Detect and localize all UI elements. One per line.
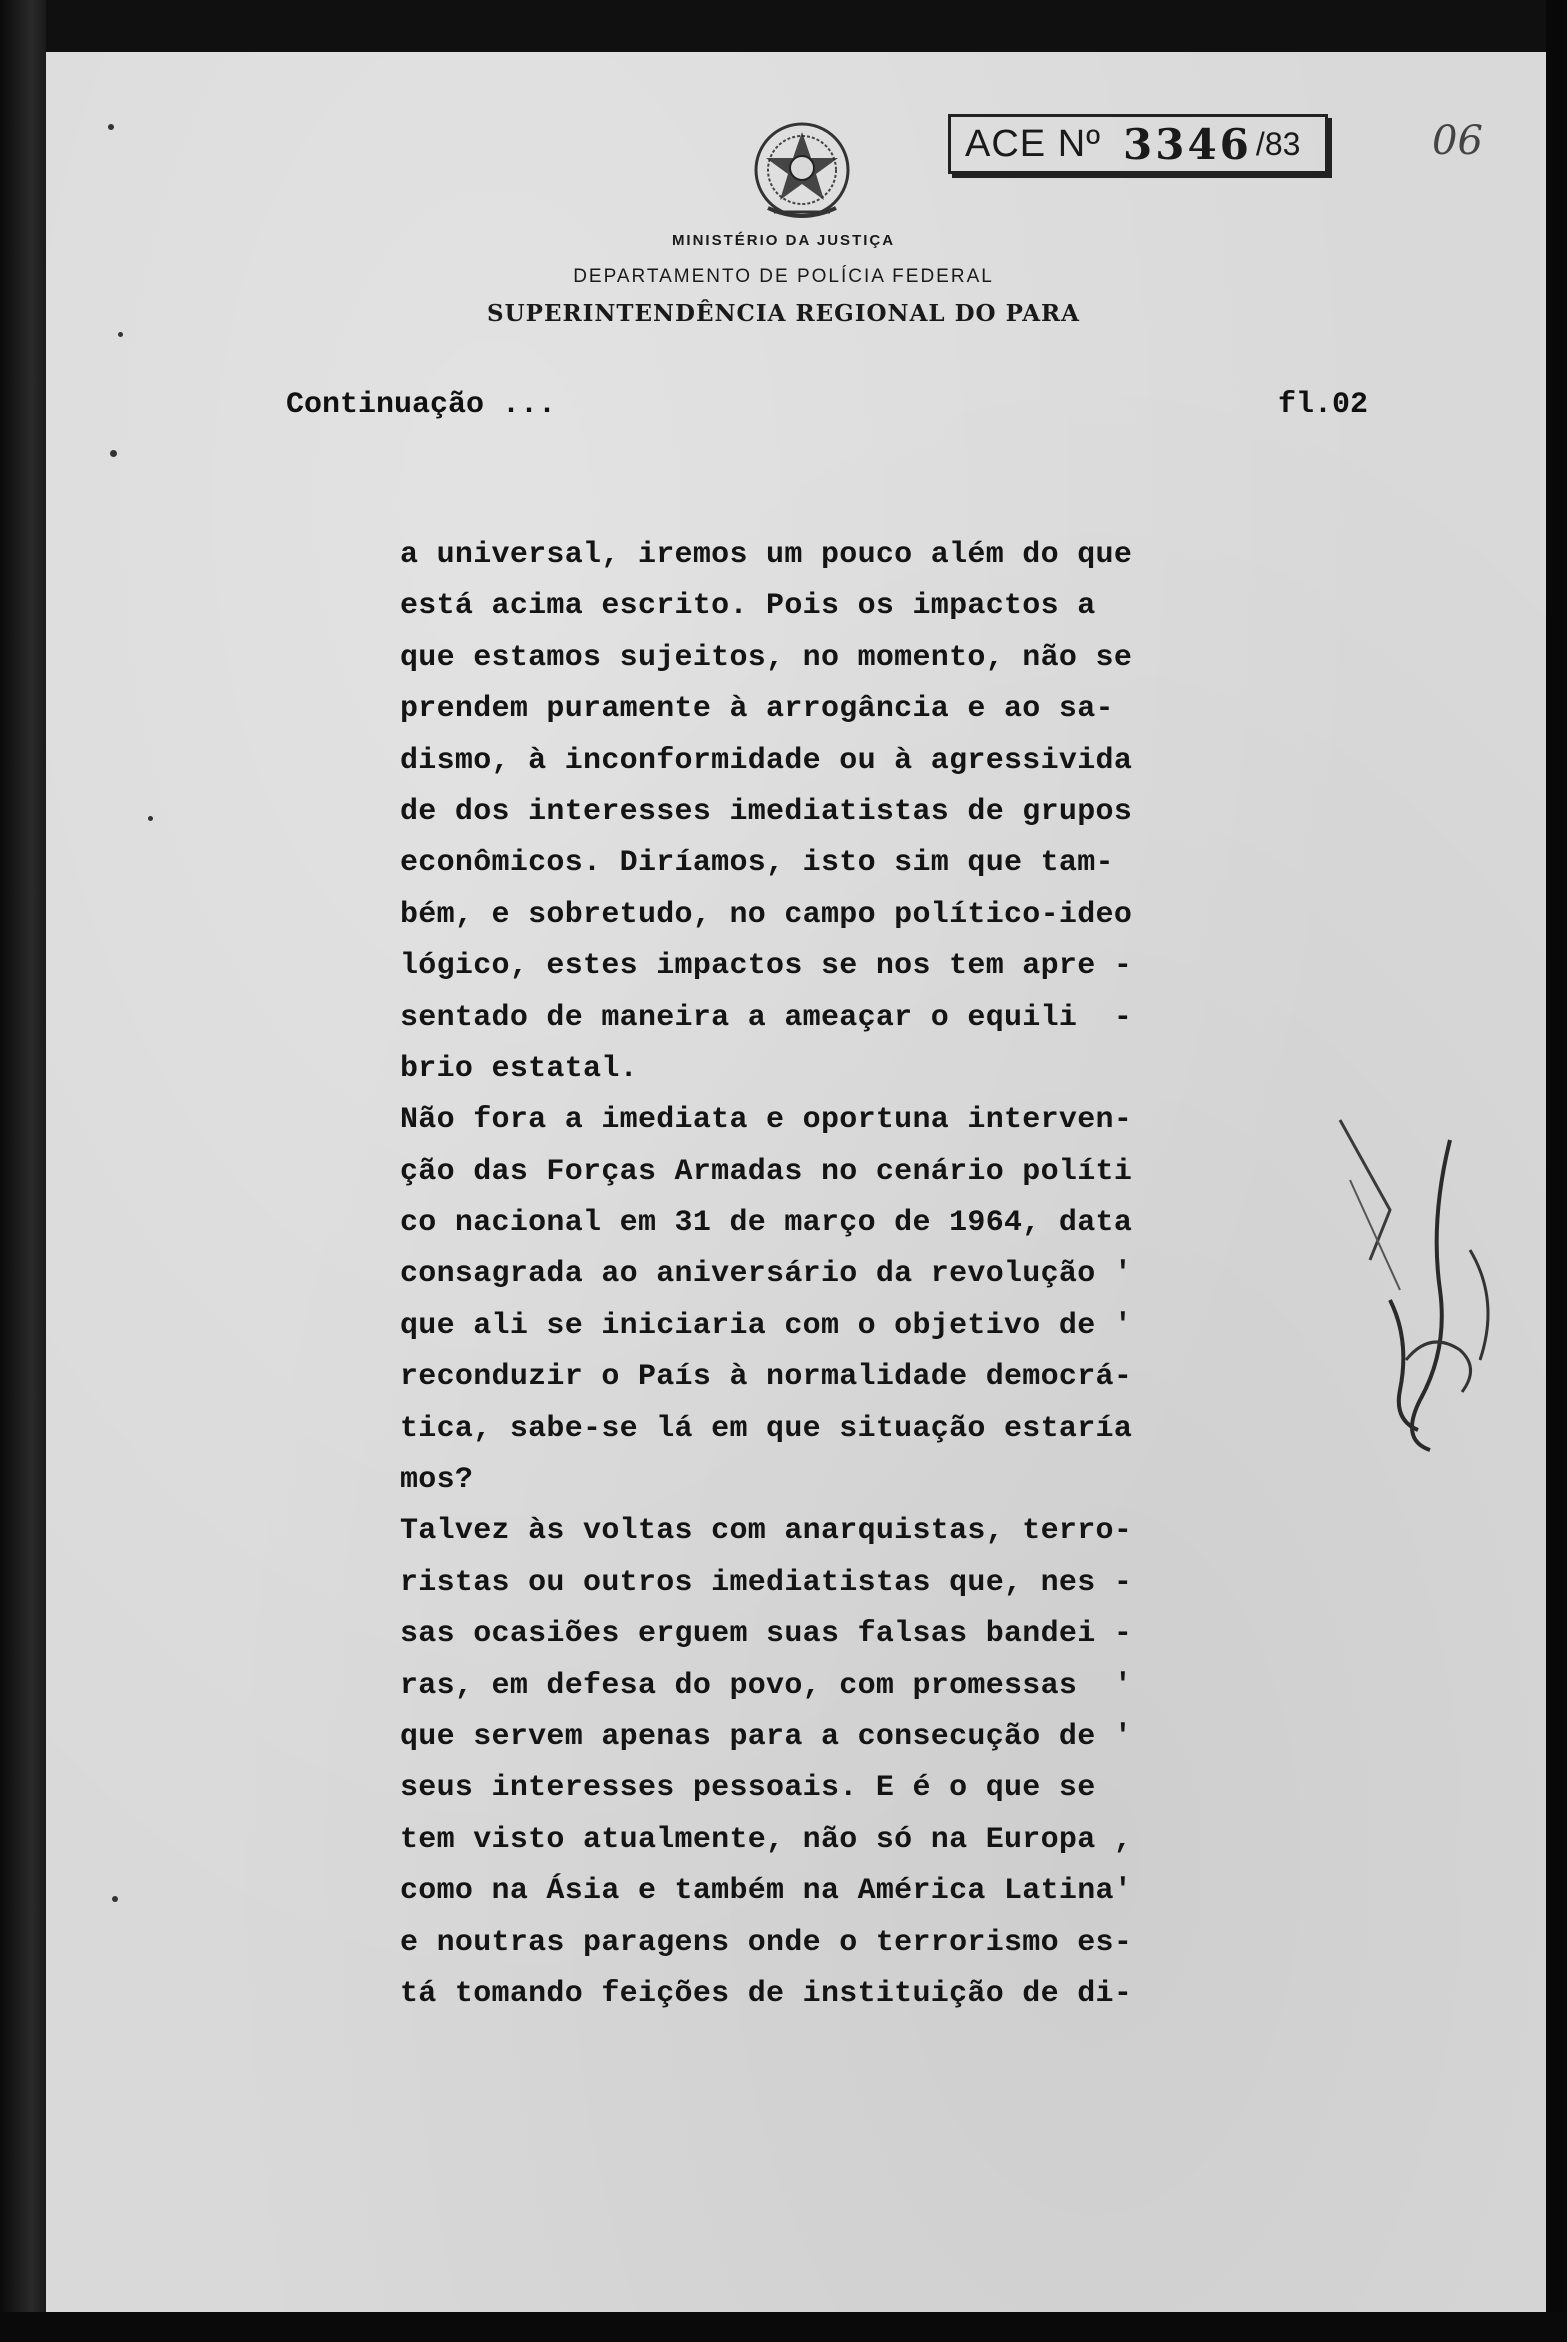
- handwritten-page-note: 06: [1432, 118, 1483, 164]
- body-line: co nacional em 31 de março de 1964, data: [400, 1206, 1133, 1241]
- scan-speck: [108, 124, 114, 130]
- scan-speck: [118, 332, 123, 337]
- body-line: ras, em defesa do povo, com promessas ': [400, 1668, 1133, 1703]
- body-line: prendem puramente à arrogância e ao sa-: [400, 692, 1114, 727]
- body-line: dismo, à inconformidade ou à agressivida: [400, 743, 1133, 778]
- ace-year: /83: [1255, 125, 1301, 162]
- body-line: mos?: [400, 1463, 474, 1498]
- body-line: que servem apenas para a consecução de ': [400, 1719, 1133, 1754]
- body-line: seus interesses pessoais. E é o que se: [400, 1771, 1096, 1806]
- body-line: tica, sabe-se lá em que situação estaría: [400, 1411, 1133, 1446]
- scan-left-edge: [0, 0, 46, 2342]
- scan-bottom-edge: [0, 2312, 1567, 2342]
- ace-number: 3346: [1123, 119, 1252, 169]
- ace-label: ACE Nº: [965, 122, 1102, 165]
- body-line: econômicos. Diríamos, isto sim que tam-: [400, 846, 1114, 881]
- body-line: sentado de maneira a ameaçar o equili -: [400, 1000, 1133, 1035]
- body-line: a universal, iremos um pouco além do que: [400, 538, 1133, 572]
- department-heading: DEPARTAMENTO DE POLÍCIA FEDERAL: [573, 266, 994, 287]
- body-line: tá tomando feições de instituição de di-: [400, 1976, 1133, 2011]
- coat-of-arms-emblem: [744, 112, 860, 228]
- scan-speck: [110, 450, 117, 457]
- body-line: bém, e sobretudo, no campo político-ideo: [400, 897, 1133, 932]
- body-line: de dos interesses imediatistas de grupos: [400, 794, 1133, 829]
- scan-right-edge: [1546, 0, 1567, 2342]
- body-line: brio estatal.: [400, 1051, 638, 1086]
- body-line: consagrada ao aniversário da revolução ': [400, 1257, 1133, 1292]
- body-line: que estamos sujeitos, no momento, não se: [400, 640, 1133, 675]
- ace-number-stamp: [948, 114, 1328, 174]
- folio-number: fl.02: [1278, 388, 1369, 422]
- ministry-heading: MINISTÉRIO DA JUSTIÇA: [671, 232, 896, 249]
- body-line: reconduzir o País à normalidade democrá-: [400, 1360, 1133, 1395]
- body-line: tem visto atualmente, não só na Europa ,: [400, 1822, 1133, 1857]
- body-line: e noutras paragens onde o terrorismo es-: [400, 1925, 1133, 1960]
- body-line: como na Ásia e também na América Latina': [400, 1874, 1133, 1909]
- scan-speck: [112, 1896, 118, 1902]
- body-line: Não fora a imediata e oportuna interven-: [400, 1103, 1133, 1138]
- body-line: ristas ou outros imediatistas que, nes -: [400, 1565, 1133, 1600]
- body-line: lógico, estes impactos se nos tem apre -: [400, 949, 1133, 984]
- body-line: sas ocasiões erguem suas falsas bandei -: [400, 1617, 1133, 1652]
- body-line: ção das Forças Armadas no cenário políti: [400, 1154, 1133, 1189]
- body-line: Talvez às voltas com anarquistas, terro-: [400, 1514, 1133, 1549]
- handwritten-signature: [1330, 1100, 1520, 1460]
- scan-speck: [148, 816, 153, 821]
- body-line: que ali se iniciaria com o objetivo de ': [400, 1308, 1133, 1343]
- superintendency-heading: SUPERINTENDÊNCIA REGIONAL DO PARA: [486, 300, 1081, 327]
- continuation-label: Continuação ...: [286, 388, 557, 422]
- body-text: [400, 530, 1340, 2020]
- body-line: está acima escrito. Pois os impactos a: [400, 589, 1096, 624]
